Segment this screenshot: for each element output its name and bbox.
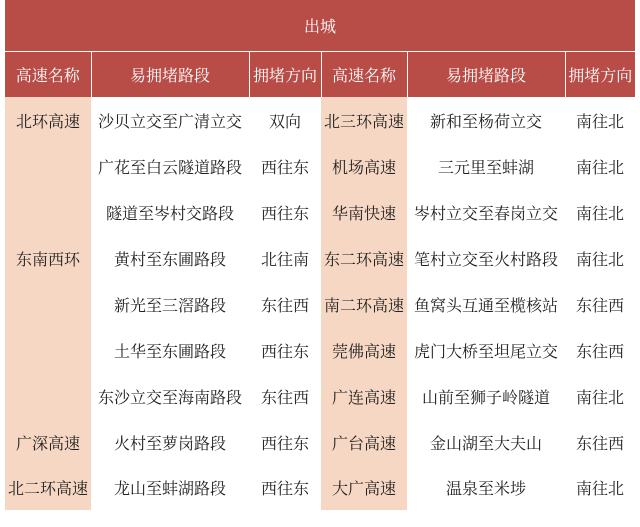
- direction-cell: 北往南: [249, 235, 321, 281]
- direction-cell: 南往北: [565, 235, 635, 281]
- direction-cell: 西往东: [249, 465, 321, 510]
- section-cell: 隧道至岑村交路段: [91, 189, 249, 235]
- highway-name-cell: 莞佛高速: [321, 327, 407, 373]
- highway-name-cell: [5, 327, 91, 373]
- table-row: [5, 373, 635, 419]
- section-cell: 沙贝立交至广清立交: [91, 97, 249, 143]
- table-row: [5, 143, 635, 189]
- congestion-table: [5, 0, 635, 510]
- table-body: [5, 97, 635, 510]
- highway-name-cell: [5, 373, 91, 419]
- header-congested-section-right: 易拥堵路段: [407, 52, 565, 98]
- section-cell: 金山湖至大夫山: [407, 419, 565, 465]
- direction-cell: 双向: [249, 97, 321, 143]
- highway-name-cell: [5, 143, 91, 189]
- section-cell: 土华至东圃路段: [91, 327, 249, 373]
- table-row: [5, 97, 635, 143]
- table-row: [5, 327, 635, 373]
- section-cell: 岑村立交至春岗立交: [407, 189, 565, 235]
- highway-name-cell: [5, 189, 91, 235]
- direction-cell: 南往北: [565, 373, 635, 419]
- direction-cell: 西往东: [249, 419, 321, 465]
- highway-name-cell: 东二环高速: [321, 235, 407, 281]
- table-row: [5, 235, 635, 281]
- section-cell: 温泉至米埗: [407, 465, 565, 510]
- header-congested-section: 易拥堵路段: [91, 52, 249, 98]
- section-cell: 虎门大桥至坦尾立交: [407, 327, 565, 373]
- highway-name-cell: 北三环高速: [321, 97, 407, 143]
- direction-cell: 南往北: [565, 143, 635, 189]
- section-cell: 东沙立交至海南路段: [91, 373, 249, 419]
- direction-cell: 东往西: [249, 373, 321, 419]
- highway-name-cell: 北二环高速: [5, 465, 91, 510]
- direction-cell: 西往东: [249, 327, 321, 373]
- highway-name-cell: 南二环高速: [321, 281, 407, 327]
- header-congestion-direction-right: 拥堵方向: [565, 52, 635, 98]
- highway-name-cell: 广连高速: [321, 373, 407, 419]
- section-cell: 火村至萝岗路段: [91, 419, 249, 465]
- section-cell: 三元里至蚌湖: [407, 143, 565, 189]
- direction-cell: 东往西: [565, 281, 635, 327]
- table-row: [5, 419, 635, 465]
- direction-cell: 东往西: [249, 281, 321, 327]
- section-cell: 新光至三滘路段: [91, 281, 249, 327]
- direction-cell: 南往北: [565, 189, 635, 235]
- table-title: 出城: [5, 0, 635, 52]
- section-cell: 鱼窝头互通至榄核站: [407, 281, 565, 327]
- section-cell: 新和至杨荷立交: [407, 97, 565, 143]
- highway-name-cell: 大广高速: [321, 465, 407, 510]
- highway-name-cell: [5, 281, 91, 327]
- section-cell: 山前至狮子岭隧道: [407, 373, 565, 419]
- highway-name-cell: 东南西环: [5, 235, 91, 281]
- direction-cell: 南往北: [565, 97, 635, 143]
- header-row: [5, 52, 635, 98]
- direction-cell: 西往东: [249, 143, 321, 189]
- section-cell: 广花至白云隧道路段: [91, 143, 249, 189]
- highway-name-cell: 广台高速: [321, 419, 407, 465]
- highway-name-cell: 广深高速: [5, 419, 91, 465]
- table-row: [5, 281, 635, 327]
- section-cell: 黄村至东圃路段: [91, 235, 249, 281]
- highway-name-cell: 机场高速: [321, 143, 407, 189]
- header-congestion-direction: 拥堵方向: [249, 52, 321, 98]
- header-highway-name: 高速名称: [5, 52, 91, 98]
- direction-cell: 南往北: [565, 465, 635, 510]
- highway-name-cell: 华南快速: [321, 189, 407, 235]
- table-row: [5, 189, 635, 235]
- direction-cell: 东往西: [565, 327, 635, 373]
- header-highway-name-right: 高速名称: [321, 52, 407, 98]
- table-row: [5, 465, 635, 510]
- title-row: [5, 0, 635, 52]
- direction-cell: 东往西: [565, 419, 635, 465]
- section-cell: 笔村立交至火村路段: [407, 235, 565, 281]
- direction-cell: 西往东: [249, 189, 321, 235]
- section-cell: 龙山至蚌湖路段: [91, 465, 249, 510]
- highway-name-cell: 北环高速: [5, 97, 91, 143]
